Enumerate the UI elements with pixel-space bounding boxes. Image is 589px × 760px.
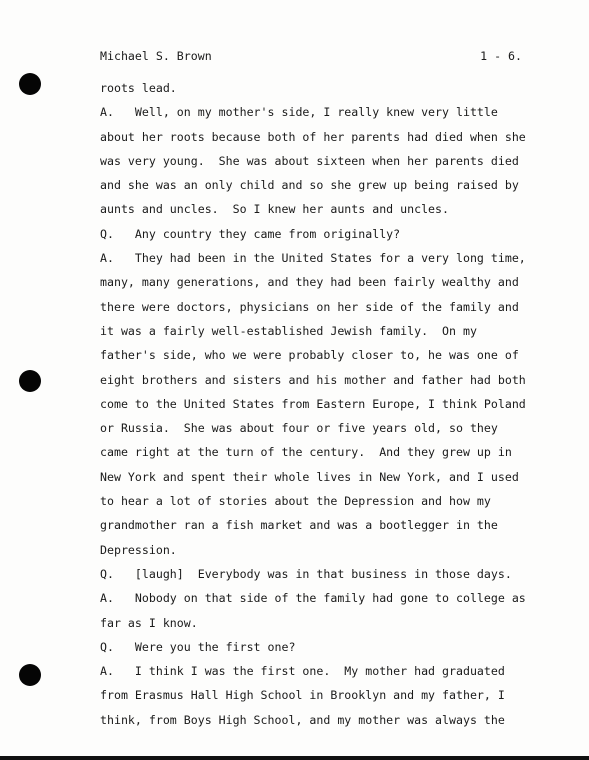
transcript-line: A. I think I was the first one. My mother had graduated <box>100 664 505 679</box>
binder-hole-top <box>19 73 41 95</box>
transcript-body <box>100 76 540 732</box>
transcript-line: think, from Boys High School, and my mother was always the <box>100 712 505 727</box>
transcript-line: roots lead. <box>100 81 177 95</box>
transcript-line: come to the United States from Eastern Europe, I think Poland <box>100 396 526 411</box>
transcript-line: and she was an only child and so she grew up being raised by <box>100 178 519 193</box>
transcript-line: A. Nobody on that side of the family had gone to college as <box>100 591 526 606</box>
transcript-line: Q. [laugh] Everybody was in that business in those days. <box>100 566 512 581</box>
transcript-line: Q. Any country they came from originally? <box>100 226 401 241</box>
page-bottom-edge <box>0 756 589 760</box>
transcript-line: aunts and uncles. So I knew her aunts and uncles. <box>100 202 450 217</box>
interviewee-name: Michael S. Brown <box>100 49 212 63</box>
transcript-line: from Erasmus Hall High School in Brooklyn and my father, I <box>100 688 505 703</box>
transcript-line: about her roots because both of her parents had died when she <box>100 129 526 144</box>
transcript-line: far as I know. <box>100 615 198 630</box>
page-header <box>100 48 522 64</box>
transcript-line: or Russia. She was about four or five years old, so they <box>100 421 498 436</box>
transcript-line: Depression. <box>100 542 177 557</box>
transcript-line: was very young. She was about sixteen when her parents died <box>100 153 519 168</box>
binder-hole-bottom <box>19 664 41 686</box>
transcript-line: New York and spent their whole lives in New York, and I used <box>100 469 519 484</box>
transcript-line: father's side, who we were probably closer to, he was one of <box>100 348 519 363</box>
transcript-line: eight brothers and sisters and his mother and father had both <box>100 372 526 387</box>
transcript-line: it was a fairly well-established Jewish family. On my <box>100 323 477 338</box>
transcript-line: many, many generations, and they had been fairly wealthy and <box>100 275 519 290</box>
binder-hole-middle <box>19 370 41 392</box>
transcript-line: there were doctors, physicians on her side of the family and <box>100 299 519 314</box>
page-number: 1 - 6. <box>480 49 522 63</box>
transcript-line: grandmother ran a fish market and was a bootlegger in the <box>100 518 498 533</box>
transcript-line: to hear a lot of stories about the Depression and how my <box>100 494 491 509</box>
transcript-line: came right at the turn of the century. And they grew up in <box>100 445 512 460</box>
transcript-line: A. Well, on my mother's side, I really knew very little <box>100 105 498 120</box>
transcript-line: Q. Were you the first one? <box>100 639 296 654</box>
transcript-line: A. They had been in the United States for a very long time, <box>100 251 526 266</box>
